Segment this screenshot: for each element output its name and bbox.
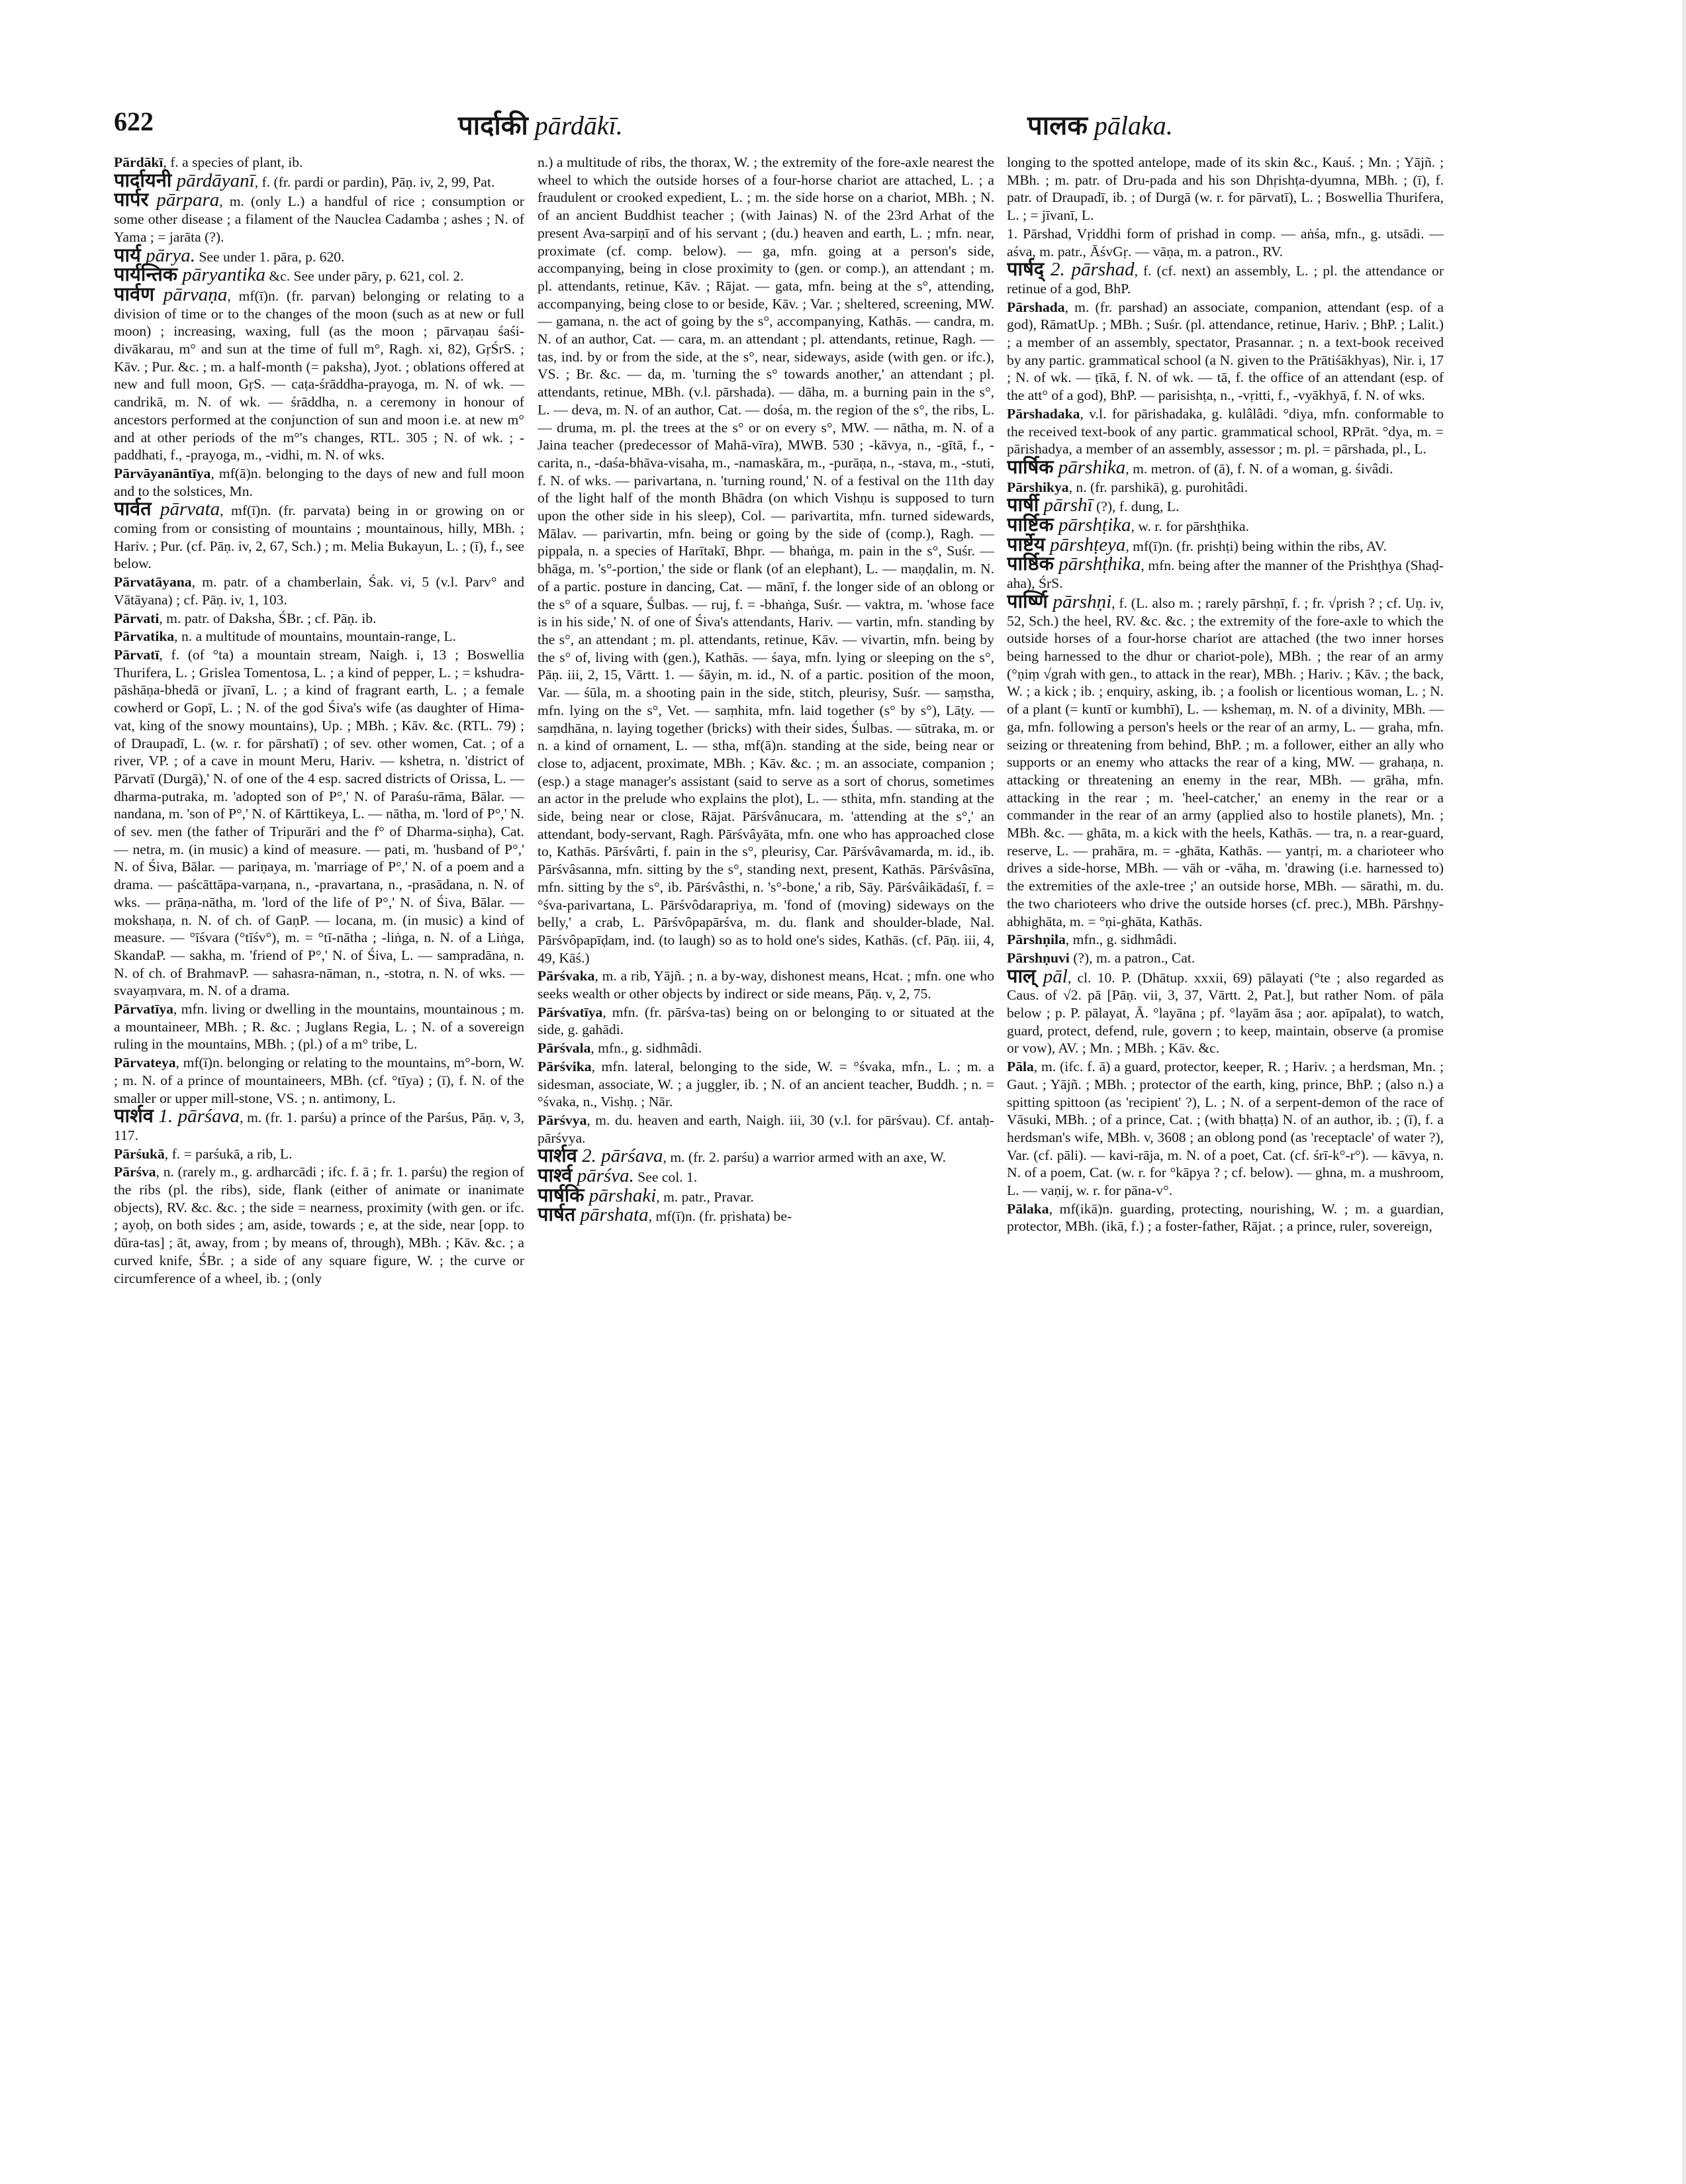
entry-definition: , mf(ī)n. belonging or relating to the mountains, m°-born, W. ; m. N. of a prince of mountaineers, MBh. (cf. °tīya) ; (ī), f. N. of the smaller or upper mill-stone, VS. ; n. antimony, L. [114,1055,524,1106]
entry-subheadword: Pārvatī [114,646,160,663]
dictionary-entry [114,283,524,464]
headword-devanagari: पार्श्व [538,1165,573,1187]
dictionary-entry [114,1108,524,1144]
headword-devanagari: पार्ष्णि [1007,591,1048,612]
dictionary-entry [538,1039,994,1057]
dictionary-entry [114,1145,524,1163]
page-number: 622 [114,107,154,136]
entry-subheadword: Pārshṇila [1007,931,1066,948]
dictionary-entry [1007,593,1444,930]
entry-subheadword: Pārśvaka [538,968,595,984]
dictionary-entry [538,1058,994,1111]
entry-definition: , m. (ifc. f. ā) a guard, protector, keeper, R. ; Hariv. ; a herdsman, Mn. ; Gaut. ; Yājñ. ; MBh. ; protector of the earth, king, prince, BhP. ; (also n.) a spitting spittoon (as 'recipient' ?), L. ; N. of a serpent-demon of the race of Vāsuki, MBh. ; of a prince, Cat. ; (with bhaṭṭa) N. of an author, ib. ; (ī), f. a herdsman's wife, MBh. v, 3608 ; an oblong pond (as 'receptacle' of water ?), Var. (cf. pāli). — kavi-rāja, m. N. of a poet, Cat. (cf. śrī-k°-r°). — kāvya, n. N. of a poem, Cat. (w. r. for °kāpya ? ; cf. below). — ghna, m. a mushroom, L. — vaṇij, w. r. for pāna-v°. [1007,1059,1444,1199]
entry-subheadword: Pārvateya [114,1055,176,1071]
dictionary-entry [538,1184,994,1206]
dictionary-entry [1007,225,1444,260]
column-1 [114,154,524,2153]
entry-subheadword: Pārshadaka [1007,405,1080,422]
dictionary-entry [114,1163,524,1287]
entry-headword [114,170,255,191]
entry-definition: , mf(ā)n. belonging to the days of new and full moon and to the solstices, Mn. [114,465,524,499]
column-3 [1007,154,1444,2153]
headword-devanagari: पार्यन्तिक [114,264,178,286]
headword-devanagari: पार्ष्टेय [1007,534,1045,555]
entry-definition: , n. (fr. parshikā), g. purohitâdi. [1068,479,1248,495]
dictionary-entry [538,1167,994,1186]
entry-headword [114,1106,240,1127]
entry-headword [538,1204,649,1225]
dictionary-entry [1007,479,1444,497]
entry-subheadword: Pārshada [1007,299,1065,315]
entry-headword [1007,259,1135,280]
dictionary-entry [114,191,524,246]
entry-definition: , m. (only L.) a handful of rice ; consumption or some other disease ; a filament of the Nauclea Cadamba ; ashes ; N. of Yama ; = jarāta (?). [114,193,524,245]
headword-devanagari: पाल् [1007,965,1036,987]
entry-definition: , mfn. being after the manner of the Prishṭhya (Shaḍ-aha), ŚrS. [1007,557,1444,592]
entry-subheadword: Pārshikya [1007,479,1069,495]
dictionary-entry [1007,949,1444,967]
entry-headword [1007,514,1131,536]
entry-definition: , cl. 10. P. (Dhātup. xxxii, 69) pālayati (°te ; also regarded as Caus. of √2. pā [Pāṇ. vii, 3, 37, Vārtt. 2, Pat.], but rather Nom. of pāla below ; p. P. pālayat, Ā. °layāna ; pf. °layām āsa ; aor. apīpalat), to watch, guard, protect, defend, rule, govern ; to keep, maintain, observe (a promise or vow), AV. ; Mn. ; MBh. ; Kāv. &c. [1007,969,1444,1057]
entry-subheadword: Pārvatīya [114,1001,173,1018]
entry-subheadword: Pārvatāyana [114,574,192,591]
dictionary-entry [1007,154,1444,224]
entry-definition: , f. (L. also m. ; rarely pārshṇī, f. ; fr. √prish ? ; cf. Uṇ. iv, 52, Sch.) the heel, RV. &c. &c. ; the extremity of the fore-axle to which the outside horses of a four-horse chariot are attached (the two inner horses being harnessed to the dhur or chariot-pole), MBh. ; the rear of an army (°ṇiṃ √grah with gen., to attack in the rear), MBh. ; Hariv. ; Kāv. ; the back, W. ; a kick ; ib. ; enquiry, asking, ib. ; a foolish or licentious woman, L. ; N. of a plant (= kuntī or kumbhī), L. — kshemaṇ, m. N. of a divinity, MBh. — ga, mfn. following a person's heels or the rear of an army, L. — graha, mfn. seizing or threatening from behind, BhP. ; m. a follower, either an ally who supports or an enemy who attacks the rear of a king, MW. — grahaṇa, n. attacking or threatening an enemy in the rear, MBh. — grāha, mfn. attacking in the rear ; m. 'heel-catcher,' an enemy in the rear or a commander in the rear of an army (applied also to hostile planets), Mn. ; MBh. &c. — ghāta, m. a kick with the heels, Kathās. — tra, n. a rear-guard, reserve, L. — prahāra, m. = -ghāta, Kathās. — yantṛi, m. a charioteer who drives a side-horse, MBh. — vāh or -vāha, m. 'drawing (i.e. harnessed to) the extremities of the axle-tree ;' an outside horse, MBh. — sārathi, m. du. the two charioteers who drive the outside horses (cf. prec.), MBh. Pārshṇy-abhighāta, m. = °ṇi-ghāta, Kathās. [1007,594,1444,929]
right-headword-transliteration: pālaka. [1094,111,1173,140]
entry-definition: , m. a rib, Yājñ. ; n. a by-way, dishonest means, Hcat. ; mfn. one who seeks wealth or other objects by indirect or side means, Pāṇ. v, 2, 75. [538,968,994,1002]
headword-transliteration: pārshika [1058,456,1126,478]
entry-definition: , w. r. for pārshṭhika. [1131,518,1250,535]
dictionary-entry [538,967,994,1002]
entry-headword [114,284,227,305]
entry-headword [1007,966,1068,987]
entry-subheadword: Pārśvika [538,1058,592,1074]
entry-subheadword: Pārśvala [538,1040,591,1057]
dictionary-entry [1007,497,1444,516]
entry-headword [538,1145,663,1166]
headword-transliteration: pārshṭhika [1058,553,1141,575]
headword-transliteration: pārdāyanī [176,169,255,191]
entry-subheadword: Pārśukā [114,1145,165,1162]
entry-definition: See col. 1. [633,1169,698,1186]
dictionary-entry [114,266,524,285]
headword-devanagari: पार्य [114,244,141,266]
page-edge-shadow [1682,0,1686,2184]
entry-definition: , f. (fr. pardi or pardin), Pāṇ. iv, 2, 99, Pat. [254,173,495,190]
headword-devanagari: पार्ष्ठिक [1007,553,1054,575]
dictionary-entry [114,465,524,500]
headword-transliteration: 2. pārshad [1050,259,1135,281]
dictionary-entry [114,1000,524,1053]
headword-transliteration: pārpara [156,189,220,211]
entry-definition: , mfn., g. sidhmâdi. [1065,931,1177,948]
dictionary-entry [1007,456,1444,478]
headword-devanagari: पार्शव [114,1106,154,1127]
entry-definition: , m. (fr. 1. parśu) a prince of the Parśus, Pāṇ. v, 3, 117. [114,1110,524,1143]
headword-transliteration: pāryantika [182,264,265,286]
entry-definition: See under 1. pāra, p. 620. [195,248,345,265]
dictionary-entry [1007,1200,1444,1235]
entry-subheadword: Pārśva [114,1164,156,1180]
headword-transliteration: pārshṭeya [1050,534,1126,555]
entry-definition: , mf(ī)n. (fr. prishṭi) being within the ribs, AV. [1125,538,1387,554]
dictionary-entry [1007,536,1444,555]
entry-definition: , v.l. for pārishadaka, g. kulâlâdi. °diya, mfn. conformable to the received text-book of any partic. grammatical school, RPrāt. °dya, m. = pārishadya, a member of an assembly, assessor ; m. pl. = pārshada, pl., L. [1007,405,1444,457]
right-headword-devanagari: पालक [1027,111,1088,140]
dictionary-entry [1007,555,1444,592]
dictionary-entry [114,573,524,608]
dictionary-entry [114,500,524,573]
headword-devanagari: पार्पर [114,189,149,211]
entry-subheadword: Pārśvatīya [538,1004,603,1020]
column-2 [538,154,994,2153]
left-headword-transliteration: pārdākī. [534,111,623,140]
dictionary-entry [1007,261,1444,297]
dictionary-entry [538,1112,994,1147]
entry-headword [1007,591,1111,612]
entry-definition: , mfn., g. sidhmâdi. [590,1040,702,1057]
entry-definition: , m. patr., Pravar. [656,1188,754,1205]
entry-headword [114,245,195,266]
entry-headword [114,264,265,285]
headword-transliteration: pāl [1043,965,1068,987]
entry-definition: , m. du. heaven and earth, Naigh. iii, 30 (v.l. for pārśvau). Cf. antaḥ-pārśvya. [538,1112,994,1146]
entry-headword [1007,553,1141,575]
headword-devanagari: पार्षिक [1007,456,1054,478]
dictionary-entry [114,628,524,645]
entry-subheadword: Pārvāyanāntīya [114,465,211,481]
headword-transliteration: pārshī [1043,495,1093,516]
entry-definition: , mfn. (fr. pārśva-tas) being on or belonging to or situated at the side, g. gahādi. [538,1004,994,1038]
entry-definition: , mf(ikā)n. guarding, protecting, nourishing, W. ; m. a guardian, protector, MBh. (ikā, f.) ; a foster-father, Rājat. ; a prince, ruler, sovereign, [1007,1200,1444,1235]
headword-transliteration: pārvata [160,499,220,520]
dictionary-entry [114,169,524,191]
entry-subheadword: Pārdākī [114,154,164,170]
dictionary-entry [1007,1058,1444,1200]
page-header [114,106,1444,146]
dictionary-entry [114,610,524,628]
entry-definition: 1. Pārshad, Vṛiddhi form of prishad in comp. — aṅśa, mfn., g. utsādi. — aśva, m. patr., ĀśvGṛ. — vāṇa, m. a patron., RV. [1007,225,1444,260]
headword-devanagari: पार्दायनी [114,169,172,191]
entry-definition: , mf(ī)n. (fr. parvata) being in or growing on or coming from or consisting of mountains ; mountainous, hilly, MBh. ; Hariv. ; Pur. (cf. Pāṇ. iv, 2, 67, Sch.) ; m. Melia Bukayun, L. ; (ī), f., see below. [114,502,524,572]
headword-devanagari: पार्षद् [1007,259,1045,281]
entry-definition: , mf(ī)n. (fr. parvan) belonging or relating to a division of time or to the changes of the moon (such as at new or full moon) ; increasing, waxing, full (as the moon ; pārvaṇau śaśi-divākarau, m° and sun at the time of full m°, Ragh. xi, 82), GṛŚrS. ; Kāv. ; Pur. &c. ; m. a half-month (= paksha), Jyot. ; oblations offered at new and full moon, GṛS. — caṭa-śrāddha-prayoga, m. N. of wk. — candrikā, m. N. of wk. — śrāddha, n. a ceremony in honour of ancestors performed at the conjunction of sun and moon i.e. at new m° and at other periods of the m°'s changes, RTL. 305 ; N. of wk. ; -paddhati, f., -prayoga, m., -vidhi, m. N. of wks. [114,287,524,463]
entry-definition: , m. patr. of a chamberlain, Śak. vi, 5 (v.l. Parv° and Vātāyana) ; cf. Pāṇ. iv, 1, 103. [114,574,524,608]
headword-transliteration: pārshṭika [1058,514,1131,536]
left-headword-devanagari: पार्दाकी [458,111,528,140]
dictionary-entry [1007,405,1444,458]
entry-headword [538,1185,656,1206]
right-running-headword [1027,106,1173,142]
headword-transliteration: pārśva. [577,1165,634,1187]
headword-devanagari: पार्षकि [538,1184,585,1206]
entry-definition: , f. (cf. next) an assembly, L. ; pl. the attendance or retinue of a god, BhP. [1007,263,1444,297]
entry-subheadword: Pārshṇuvi [1007,949,1070,966]
dictionary-entry [114,1054,524,1107]
entry-definition: , n. (rarely m., g. ardharcādi ; ifc. f. ā ; fr. 1. parśu) the region of the ribs (pl. the ribs), side, flank (either of animate or inanimate objects), RV. &c. &c. ; the side = nearness, proximity (with gen. or ifc. ; ayoḥ, on both sides ; am, aside, towards ; e, at the side, near [opp. to dūra-tas] ; āt, away, from ; by means of, through), MBh. ; Kāv. &c. ; a curved knife, ŚBr. ; a side of any square figure, W. ; the curve or circumference of a wheel, ib. ; (only [114,1164,524,1286]
entry-definition: , f. (of °ta) a mountain stream, Naigh. i, 13 ; Boswellia Thurifera, L. ; Grislea Tomentosa, L. ; a kind of pepper, L. ; = kshudra-pāshāṇa-bhedā or jīvanī, L. ; a kind of fragrant earth, L. ; a female cowherd or Gopī, L. ; N. of the god Śiva's wife (as daughter of Hima-vat, king of the snowy mountains), Up. ; MBh. ; Kāv. &c. (RTL. 79) ; of Draupadī, L. (w. r. for pārshatī) ; of sev. other women, Cat. ; of a river, VP. ; of a cave in mount Meru, Hariv. — kshetra, n. 'district of Pārvatī (Durgā),' N. of one of the 4 esp. sacred districts of Orissa, L. — dharma-putraka, m. 'adopted son of P°,' N. of Paraśu-rāma, Bālar. — nandana, m. 'son of P°,' N. of Kārttikeya, L. — nātha, m. 'lord of P°,' N. of sev. men (the father of Tripurāri and the f° of Dharma-siṇha), Cat. — netra, m. (in music) a kind of measure. — pati, m. 'husband of P°,' N. of Śiva, Bālar. — pariṇaya, m. 'marriage of P°,' N. of a poem and a drama. — paścāttāpa-varṇana, n., -pravartana, n., -prasādana, n. N. of wks. — prāṇa-nātha, m. 'lord of the life of P°,' N. of Śiva, Bālar. — mokshaṇa, n. N. of ch. of GaṇP. — locana, m. (in music) a kind of measure. — °īśvara (°tīśv°), m. = °tī-nātha ; -liṅga, n. N. of a Liṅga, SkandaP. — sakha, m. 'friend of P°,' N. of Śiva, L. — sampradāna, n. N. of ch. of BrahmavP. — sahasra-nāman, n., -stotra, n. N. of wks. — svayaṃvara, m. N. of a drama. [114,646,524,999]
entry-headword [114,189,219,211]
entry-definition: , mfn. lateral, belonging to the side, W. = °śvaka, mfn., L. ; m. a sidesman, associate, W. ; a juggler, ib. ; N. of an ancient teacher, Buddh. ; n. = °śvaka, n., Vishṇ. ; Nār. [538,1058,994,1110]
headword-transliteration: pārshṇi [1053,591,1112,612]
dictionary-entry [114,646,524,1000]
entry-subheadword: Pālaka [1007,1200,1049,1217]
dictionary-entry [1007,931,1444,949]
headword-devanagari: पार्षी [1007,495,1039,516]
entry-definition: , m. (fr. parshad) an associate, companion, attendant (esp. of a god), RāmatUp. ; MBh. ; Suśr. (pl. attendance, retinue, Hariv. ; BhP. ; Lalit.) ; a member of an assembly, spectator, Prasannar. ; n. a text-book received by any partic. grammatical school (a N. given to the Prātiśākhyas), Nir. i, 17 ; N. of wk. — ṭīkā, f. N. of wk. — tā, f. the office of an attendant (esp. of the att° of a god), BhP. — parisishṭa, n., -vṛitti, f., -vyākhyā, f. N. of wks. [1007,299,1444,404]
entry-subheadword: Pārvatika [114,628,175,645]
entry-subheadword: Pārvati [114,610,160,626]
entry-definition: (?), f. dung, L. [1092,499,1180,515]
dictionary-entry [114,154,524,171]
dictionary-entry [1007,965,1444,1058]
headword-devanagari: पार्वत [114,499,152,520]
dictionary-entry [1007,299,1444,404]
entry-headword [1007,534,1125,555]
entry-definition: , m. patr. of Daksha, ŚBr. ; cf. Pāṇ. ib. [159,610,377,626]
entry-definition: , mf(ī)n. (fr. pṛishata) be- [648,1208,792,1225]
entry-headword [1007,457,1125,478]
entry-definition: , f. = parśukā, a rib, L. [164,1145,293,1162]
headword-devanagari: पार्शव [538,1145,577,1167]
entry-definition: , m. (fr. 2. parśu) a warrior armed with an axe, W. [663,1149,947,1166]
entry-headword [538,1165,634,1186]
dictionary-entry [538,1147,994,1166]
dictionary-entry [1007,516,1444,536]
entry-definition: (?), m. a patron., Cat. [1069,949,1195,966]
entry-definition: n.) a multitude of ribs, the thorax, W. ; the extremity of the fore-axle nearest the wheel to which the outside horses of a four-horse chariot are attached, L. ; a fraudulent or crooked expedient, L. ; m. the side horse on a chariot, MBh. ; N. of an ancient Buddhist teacher ; (with Jainas) N. of the 23rd Arhat of the present Ava-sarpiṇī and of his servant ; (du.) heaven and earth, L. ; mfn. near, proximate (cf. comp. below). — ga, mfn. going at a person's side, accompanying, being in close proximity to (gen. or comp.), an attendant ; m. pl. attendants, retinue, Kāv. ; Rājat. — gata, mfn. being at the s°, attending, accompanying, being close to or beside, Kāv. ; Var. ; sheltered, screening, MW. — gamana, n. the act of going by the s°, accompanying, Kathās. — candra, m. N. of an author, Cat. — cara, m. an attendant ; pl. attendants, retinue, Ragh. — tas, ind. by or from the side, at the s°, near, sideways, aside (with gen. or ifc.), VS. ; Br. &c. — da, m. 'turning the s° towards another,' an attendant ; pl. attendants, retinue, MBh. (v.l. pārshada). — dāha, m. a burning pain in the s°, L. — deva, m. N. of an author, Cat. — dośa, m. the region of the s°, the ribs, L. — druma, m. pl. the trees at the s° or on every s°, MW. — nātha, m. N. of a Jaina teacher (predecessor of Mahā-vīra), MWB. 530 ; -kāvya, n., -gītā, f., -carita, n., -daśa-bhāva-visaha, m., -namaskāra, m., -purāṇa, n., -stava, m., -stuti, f. N. of wks. — parivartana, n. 'turning round,' N. of a festival on the 11th day of the light half of the month Bhādra (on which Vishṇu is supposed to turn upon the other side in his sleep), Col. — parivartita, mfn. turned sidewards, Mālav. — parivartin, mfn. being or going by the side of (comp.), Ragh. — pippala, n. a species of Harītakī, Bhpr. — bhaṅga, m. pain in the s°, Suśr. — bhāga, m. 's°-portion,' the side or flank (of an elephant), L. — maṇḍalin, m. N. of a partic. posture in dancing, Cat. — mānī, f. the longer side of an oblong or the s° of a square, Śulbas. — ruj, f. = -bhaṅga, Suśr. — vaktra, m. 'whose face is in his side,' N. of one of Śiva's attendants, Hariv. — vartin, mfn. standing by the s°, an attendant ; m. pl. attendants, retinue, Kāv. — vivartin, mfn. being by the s° of, living with (gen.), Kathās. — śaya, mfn. lying or sleeping on the s°, Pāṇ. iii, 2, 15, Vārtt. 1. — śāyin, m. id., N. of a partic. position of the moon, Var. — śūla, m. a shooting pain in the side, stitch, pleurisy, Suśr. — saṃstha, mfn. lying on the s°, Vet. — saṃhita, mfn. laid together (s° by s°), Lāṭy. — saṃdhāna, n. laying together (bricks) with their sides, Śulbas. — sūtraka, m. or n. a kind of ornament, L. — stha, mf(ā)n. standing at the side, being near or close to, adjacent, proximate, MBh. ; Kāv. &c. ; m. an associate, companion ; (esp.) a stage manager's assistant (said to serve as a sort of chorus, sometimes an actor in the prelude who explains the plot), L. — sthita, mfn. standing at the side, being near or close, Rājat. Pārśvânucara, m. 'attending at the s°,' an attendant, body-servant, Ragh. Pārśvâyāta, mfn. one who has approached close to, Kathās. Pārśvârti, f. pain in the s°, pleurisy, Car. Pārśvâvamarda, m. id., ib. Pārśvâsanna, mfn. sitting by the s°, standing next, present, Kathās. Pārśvâsīna, mfn. sitting by the s°, ib. Pārśvâsthi, n. 's°-bone,' a rib, Sāy. Pārśvâikādaśī, f. = °śva-parivartana, L. Pārśvôdarapriya, m. 'fond of (moving) sideways on the belly,' a crab, L. Pārśvôpapārśva, m. du. flank and shoulder-blade, Nal. Pārśvôpapīḍam, ind. (to laugh) so as to hold one's sides, Kathās. (cf. Pāṇ. iii, 4, 49, Kāś.) [538,154,994,966]
entry-definition: , n. a multitude of mountains, mountain-range, L. [174,628,456,645]
headword-transliteration: pārya. [146,244,195,266]
entry-definition: , f. a species of plant, ib. [163,154,303,170]
entry-definition: &c. See under pāry, p. 621, col. 2. [265,268,464,285]
entry-headword [114,499,220,520]
dictionary-entry [538,1206,994,1225]
headword-transliteration: pārshaki [588,1184,657,1206]
left-running-headword [458,106,623,142]
entry-headword [1007,495,1093,516]
entry-definition: , mfn. living or dwelling in the mountains, mountainous ; m. a mountaineer, MBh. ; R. &c. ; Juglans Regia, L. ; N. of a sovereign ruling in the mountains, MBh. ; (pl.) of a m° tribe, L. [114,1001,524,1053]
dictionary-entry [114,244,524,266]
dictionary-entry [538,1004,994,1039]
headword-transliteration: 1. pārśava [158,1106,240,1127]
entry-definition: longing to the spotted antelope, made of its skin &c., Kauś. ; Mn. ; Yājñ. ; MBh. ; m. patr. of Dru-pada and his son Dhṛishṭa-dyumna, MBh. ; (ī), f. patr. of Draupadī, ib. ; of Durgā (w. r. for pārvatī), L. ; Boswellia Thurifera, L. ; = jīvanī, L. [1007,154,1444,224]
headword-transliteration: 2. pārśava [582,1145,663,1167]
headword-devanagari: पार्षत [538,1204,576,1226]
headword-transliteration: pārshata [580,1204,649,1226]
dictionary-entry [538,154,994,967]
headword-devanagari: पार्ष्टिक [1007,514,1054,536]
headword-devanagari: पार्वण [114,283,155,305]
entry-definition: , m. metron. of (ā), f. N. of a woman, g. śivâdi. [1125,460,1393,477]
entry-subheadword: Pāla [1007,1059,1034,1075]
entry-subheadword: Pārśvya [538,1112,587,1128]
headword-transliteration: pārvaṇa [163,283,228,305]
